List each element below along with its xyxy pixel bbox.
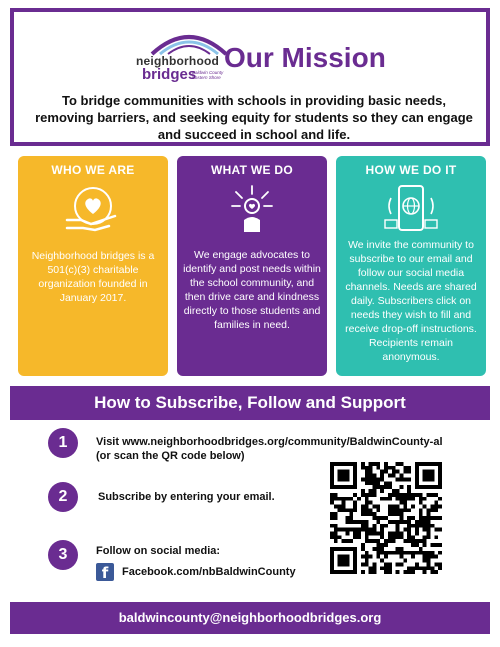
step-1-url[interactable]: Visit www.neighborhoodbridges.org/community/BaldwinCounty-al xyxy=(96,436,443,448)
mission-statement: To bridge communities with schools in providing basic needs, removing barriers, and seeking equity for students so they can engage and succeed in school and life. xyxy=(35,93,473,142)
subscribe-banner: How to Subscribe, Follow and Support xyxy=(10,386,490,420)
card-title: WHAT WE DO xyxy=(210,163,294,177)
mission-header xyxy=(10,8,490,146)
neighborhood-bridges-logo xyxy=(132,24,232,90)
card-who-we-are xyxy=(18,156,168,376)
facebook-link[interactable]: Facebook.com/nbBaldwinCounty xyxy=(122,566,296,578)
person-heart-icon xyxy=(222,184,282,236)
card-title: WHO WE ARE xyxy=(51,163,135,177)
logo-word-bridges: bridges xyxy=(142,66,197,83)
facebook-icon[interactable]: f xyxy=(96,563,114,581)
qr-code[interactable] xyxy=(330,462,442,574)
step-1-text xyxy=(96,435,443,463)
step-2-text: Subscribe by entering your email. xyxy=(98,491,275,503)
card-title: HOW WE DO IT xyxy=(365,163,457,177)
step-2-number: 2 xyxy=(48,482,78,512)
bridge-arc-icon xyxy=(150,26,228,56)
page-title: Our Mission xyxy=(224,42,386,73)
card-text: Neighborhood bridges is a 501(c)(3) charitable organization founded in January 2017. xyxy=(31,250,155,304)
card-text: We invite the community to subscribe to our email and follow our social media channels. Needs are shared daily. Subscribers click on needs they wish to fill and receive drop-off instructions. Recipients remain anonymous. xyxy=(345,239,477,363)
logo-subtitle: Baldwin County Eastern Shore xyxy=(192,70,224,80)
logo-word-neighborhood: neighborhood xyxy=(136,54,220,68)
phone-globe-icon xyxy=(381,184,441,236)
step-3-text: Follow on social media: xyxy=(96,545,221,557)
footer-email[interactable]: baldwincounty@neighborhoodbridges.org xyxy=(10,602,490,634)
step-1-number: 1 xyxy=(48,428,78,458)
card-text: We engage advocates to identify and post needs within the school community, and then drive care and kindness directly to those students and families in need. xyxy=(183,249,321,331)
step-1-note: (or scan the QR code below) xyxy=(96,450,245,462)
step-3-number: 3 xyxy=(48,540,78,570)
card-how-we-do-it xyxy=(336,156,486,376)
card-what-we-do xyxy=(177,156,327,376)
heart-hands-icon xyxy=(63,184,123,236)
